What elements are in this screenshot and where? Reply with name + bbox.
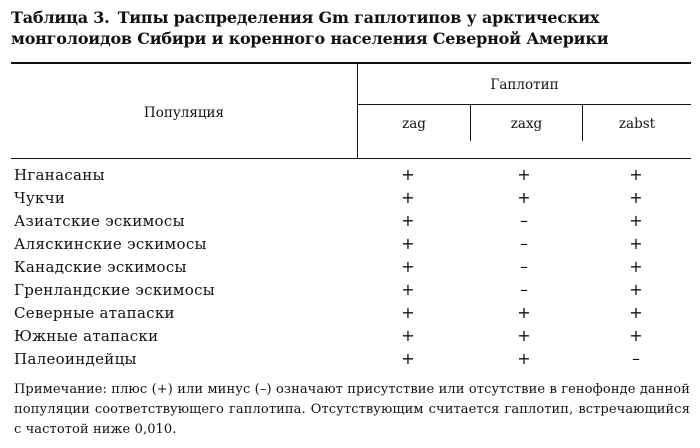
header-column-zaxg: zaxg bbox=[510, 116, 543, 132]
value-zag: + bbox=[401, 257, 415, 276]
value-zaxg: – bbox=[520, 234, 528, 253]
population-name: Аляскинские эскимосы bbox=[14, 235, 207, 253]
header-column-zabst: zabst bbox=[618, 116, 656, 132]
header-column-zag: zag bbox=[402, 116, 426, 132]
value-zabst: + bbox=[629, 257, 643, 276]
value-zag: + bbox=[401, 234, 415, 253]
value-zaxg: + bbox=[517, 188, 531, 207]
group-underline bbox=[358, 104, 691, 105]
value-zag: + bbox=[401, 211, 415, 230]
value-zabst: + bbox=[629, 211, 643, 230]
value-zag: + bbox=[401, 165, 415, 184]
table-note: Примечание: плюс (+) или минус (–) означают присутствие или отсутствие в генофонде данной популяции соответствующего гаплотипа. Отсутствующим считается гаплотип, встречающийся с частотой ниже 0,010. bbox=[14, 382, 690, 437]
top-rule bbox=[11, 62, 691, 64]
value-zaxg: + bbox=[517, 303, 531, 322]
value-zag: + bbox=[401, 326, 415, 345]
value-zabst: + bbox=[629, 234, 643, 253]
value-zaxg: – bbox=[520, 280, 528, 299]
value-zag: + bbox=[401, 349, 415, 368]
value-zag: + bbox=[401, 188, 415, 207]
population-name: Северные атапаски bbox=[14, 304, 175, 322]
value-zaxg: + bbox=[517, 165, 531, 184]
value-zabst: + bbox=[629, 188, 643, 207]
population-name: Чукчи bbox=[14, 189, 66, 207]
header-population: Популяция bbox=[143, 105, 225, 121]
table-caption: Типы распределения Gm гаплотипов у арктических монголоидов Сибири и коренного населения Северной Америки bbox=[11, 8, 609, 48]
table-title bbox=[11, 7, 691, 49]
value-zag: + bbox=[401, 280, 415, 299]
header-bottom-rule bbox=[11, 158, 691, 159]
value-zabst: + bbox=[629, 326, 643, 345]
population-name: Нганасаны bbox=[14, 166, 105, 184]
value-zaxg: – bbox=[520, 211, 528, 230]
value-zabst: + bbox=[629, 165, 643, 184]
value-zaxg: – bbox=[520, 257, 528, 276]
population-name: Палеоиндейцы bbox=[14, 350, 137, 368]
population-name: Канадские эскимосы bbox=[14, 258, 187, 276]
value-zabst: + bbox=[629, 280, 643, 299]
population-name: Гренландские эскимосы bbox=[14, 281, 216, 299]
value-zag: + bbox=[401, 303, 415, 322]
value-zaxg: + bbox=[517, 349, 531, 368]
population-name: Азиатские эскимосы bbox=[14, 212, 185, 230]
value-zabst: + bbox=[629, 303, 643, 322]
population-name: Южные атапаски bbox=[14, 327, 159, 345]
value-zaxg: + bbox=[517, 326, 531, 345]
header-haplotype-group: Гаплотип bbox=[490, 77, 559, 93]
value-zabst: – bbox=[632, 349, 640, 368]
table-label: Таблица 3. bbox=[11, 8, 110, 27]
